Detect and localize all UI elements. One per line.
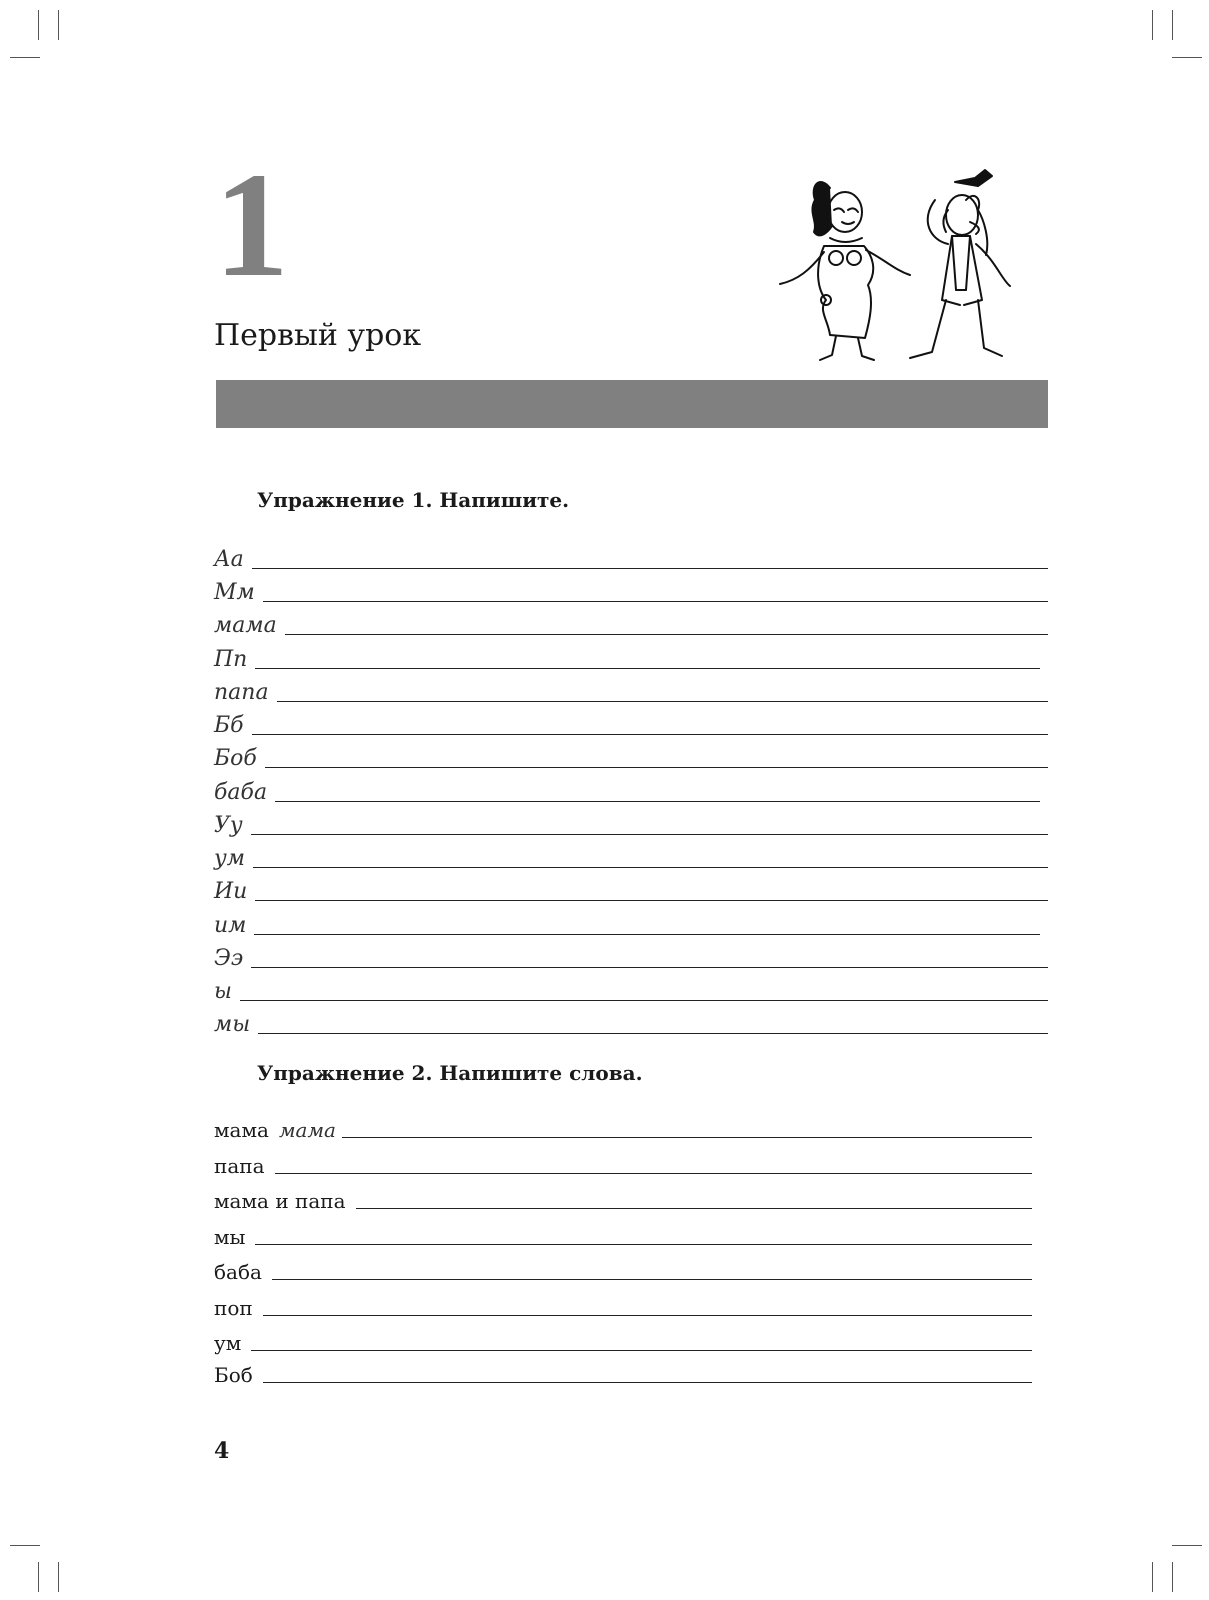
script-prompt: мы xyxy=(214,1012,251,1037)
exercise2-row xyxy=(214,1252,1032,1282)
script-prompt: ум xyxy=(214,846,246,871)
script-prompt: мама xyxy=(214,613,277,638)
exercise1-row xyxy=(214,574,1048,604)
script-prompt: ы xyxy=(214,979,232,1004)
script-prompt: Ии xyxy=(214,879,248,904)
exercise2-row xyxy=(214,1146,1032,1176)
exercise1-row xyxy=(214,807,1048,837)
word-prompt: мама и папа xyxy=(214,1189,346,1213)
exercise1-row xyxy=(214,674,1048,704)
writing-line[interactable] xyxy=(255,1244,1032,1245)
writing-line[interactable] xyxy=(251,967,1048,968)
exercise1-row xyxy=(214,774,1040,804)
exercise2-row xyxy=(214,1323,1032,1353)
script-prompt: Ээ xyxy=(214,946,244,971)
exercise2-row xyxy=(214,1355,1032,1385)
word-prompt: ум xyxy=(214,1331,242,1355)
word-prompt: мама xyxy=(214,1118,269,1142)
writing-line[interactable] xyxy=(254,934,1040,935)
writing-line[interactable] xyxy=(258,1033,1048,1034)
script-prompt: Аа xyxy=(214,547,244,572)
writing-line[interactable] xyxy=(255,900,1048,901)
writing-line[interactable] xyxy=(356,1208,1032,1209)
writing-line[interactable] xyxy=(252,568,1048,569)
dancing-couple-illustration xyxy=(770,160,1060,375)
writing-line[interactable] xyxy=(251,1350,1032,1351)
exercise1-row xyxy=(214,641,1040,671)
writing-line[interactable] xyxy=(342,1137,1032,1138)
lesson-number: 1 xyxy=(214,142,289,308)
script-prompt: Бб xyxy=(214,713,244,738)
writing-line[interactable] xyxy=(252,734,1048,735)
writing-line[interactable] xyxy=(263,601,1048,602)
writing-line[interactable] xyxy=(285,634,1048,635)
exercise1-row xyxy=(214,973,1048,1003)
writing-line[interactable] xyxy=(272,1279,1032,1280)
writing-line[interactable] xyxy=(240,1000,1048,1001)
exercise1-row xyxy=(214,541,1048,571)
page-number: 4 xyxy=(214,1438,230,1464)
exercise1-row xyxy=(214,707,1048,737)
exercise1-row xyxy=(214,840,1048,870)
writing-line[interactable] xyxy=(277,701,1048,702)
exercise2-row xyxy=(214,1181,1032,1211)
writing-line[interactable] xyxy=(275,801,1040,802)
word-prompt: папа xyxy=(214,1154,265,1178)
writing-line[interactable] xyxy=(265,767,1048,768)
script-prompt: им xyxy=(214,913,247,938)
writing-line[interactable] xyxy=(253,867,1048,868)
writing-line[interactable] xyxy=(275,1173,1032,1174)
writing-line[interactable] xyxy=(263,1382,1032,1383)
exercise1-row xyxy=(214,907,1040,937)
writing-line[interactable] xyxy=(251,834,1048,835)
writing-line[interactable] xyxy=(255,668,1040,669)
writing-line[interactable] xyxy=(263,1315,1032,1316)
word-prompt: поп xyxy=(214,1296,253,1320)
script-prompt: папа xyxy=(214,680,269,705)
exercise1-row xyxy=(214,1006,1048,1036)
script-prompt: Пп xyxy=(214,647,248,672)
handwriting-sample: мама xyxy=(278,1118,336,1142)
word-prompt: мы xyxy=(214,1225,246,1249)
exercise2-row xyxy=(214,1110,1032,1140)
word-prompt: Боб xyxy=(214,1363,253,1387)
exercise1-heading: Упражнение 1. Напишите. xyxy=(257,488,570,512)
exercise1-row xyxy=(214,740,1048,770)
script-prompt: Боб xyxy=(214,746,257,771)
exercise2-row xyxy=(214,1217,1032,1247)
exercise2-heading: Упражнение 2. Напишите слова. xyxy=(257,1061,643,1085)
script-prompt: Мм xyxy=(214,580,255,605)
lesson-title: Первый урок xyxy=(214,318,422,353)
exercise2-row xyxy=(214,1288,1032,1318)
exercise1-row xyxy=(214,873,1048,903)
word-prompt: баба xyxy=(214,1260,262,1284)
script-prompt: Уу xyxy=(214,813,243,838)
exercise1-row xyxy=(214,940,1048,970)
header-bar xyxy=(216,380,1048,428)
script-prompt: баба xyxy=(214,780,268,805)
exercise1-row xyxy=(214,607,1048,637)
